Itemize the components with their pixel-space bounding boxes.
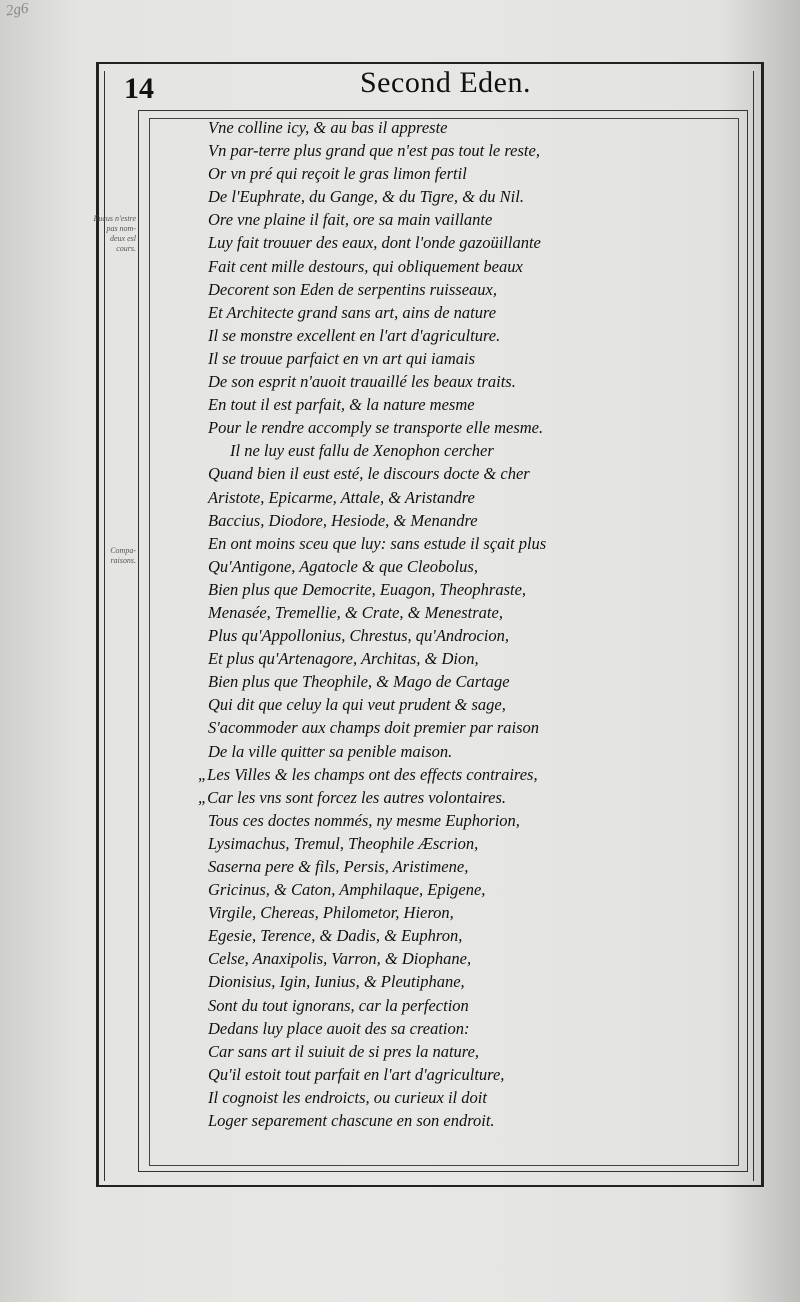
verse-line: Decorent son Eden de serpentins ruisseaux, (208, 279, 497, 299)
page-number: 14 (124, 72, 154, 105)
verse-line: Dedans luy place auoit des sa creation: (208, 1018, 470, 1038)
verse-line: S'acommoder aux champs doit premier par raison (208, 718, 540, 738)
verse-line: Luy fait trouuer des eaux, dont l'onde gazoüillante (208, 233, 541, 253)
verse-line: „Car les vns sont forcez les autres volontaires. (198, 787, 506, 807)
verse-line: De l'Euphrate, du Gange, & du Tigre, & du Nil. (208, 187, 524, 207)
verse-line: Pour le rendre accomply se transporte elle mesme. (208, 418, 544, 438)
verse-line: Il ne luy eust fallu de Xenophon cercher (230, 441, 494, 461)
verse-line: Or vn pré qui reçoit le gras limon fertil (208, 164, 467, 184)
verse-line: Vne colline icy, & au bas il appreste (208, 118, 448, 137)
verse-line: Egesie, Terence, & Dadis, & Euphron, (208, 926, 463, 946)
verse-line: Menasée, Tremellie, & Crate, & Menestrate, (208, 602, 503, 622)
verse-line: Il se trouue parfaict en vn art qui iamais (208, 348, 476, 368)
verse-line: De son esprit n'auoit trauaillé les beaux traits. (208, 372, 516, 392)
verse-line: Virgile, Chereas, Philometor, Hieron, (208, 903, 454, 923)
verse-line: Sont du tout ignorans, car la perfection (208, 995, 469, 1015)
verse-line: Vn par-terre plus grand que n'est pas tout le reste, (208, 141, 540, 161)
scan-mark: 2g6 (4, 0, 30, 20)
verse-line: Lysimachus, Tremul, Theophile Æscrion, (208, 833, 479, 853)
verse-line: Qu'Antigone, Agatocle & que Cleobolus, (208, 556, 478, 576)
verse-line: Tous ces doctes nommés, ny mesme Euphorion, (208, 810, 520, 830)
verse-line: Qui dit que celuy la qui veut prudent & sage, (208, 695, 506, 715)
margin-note-middle: Compa- raisons. (110, 546, 136, 565)
verse-line: Aristote, Epicarme, Attale, & Aristandre (208, 487, 475, 507)
verse-line: Celse, Anaxipolis, Varron, & Diophane, (208, 949, 472, 969)
verse-line: Plus qu'Appollonius, Chrestus, qu'Androcion, (208, 626, 510, 646)
verse-line: Gricinus, & Caton, Amphilaque, Epigene, (208, 880, 486, 900)
verse-line: Il se monstre excellent en l'art d'agriculture. (208, 325, 501, 345)
verse-line: Bien plus que Theophile, & Mago de Cartage (208, 672, 510, 692)
verse-line: Et Architecte grand sans art, ains de nature (208, 302, 497, 322)
verse-line: En ont moins sceu que luy: sans estude il sçait plus (208, 533, 547, 553)
verse-line: En tout il est parfait, & la nature mesme (208, 395, 475, 415)
running-title: Second Eden. (360, 66, 531, 99)
verse-line: Quand bien il eust esté, le discours docte & cher (208, 464, 530, 484)
margin-note-top: Eucus n'estre pas nom- deux esl cours. (93, 214, 136, 253)
verse-line: Loger separement chascune en son endroit. (208, 1111, 495, 1131)
verse-line: Fait cent mille destours, qui obliquement beaux (208, 256, 523, 276)
verse-line: Qu'il estoit tout parfait en l'art d'agriculture, (208, 1064, 505, 1084)
verse-line: Ore vne plaine il fait, ore sa main vaillante (208, 210, 493, 230)
verse-line: De la ville quitter sa penible maison. (208, 741, 453, 761)
verse-line: Dionisius, Igin, Iunius, & Pleutiphane, (208, 972, 465, 992)
verse-line: Saserna pere & fils, Persis, Aristimene, (208, 857, 469, 876)
verse-block (198, 116, 748, 1132)
verse-line: Et plus qu'Artenagore, Architas, & Dion, (208, 649, 479, 669)
verse-line: Bien plus que Democrite, Euagon, Theophraste, (208, 579, 527, 599)
verse-line: „Les Villes & les champs ont des effects contraires, (198, 764, 538, 784)
verse-line: Car sans art il suiuit de si pres la nature, (208, 1041, 480, 1061)
verse-line: Baccius, Diodore, Hesiode, & Menandre (208, 510, 478, 530)
verse-line: Il cognoist les endroicts, ou curieux il doit (208, 1087, 487, 1107)
